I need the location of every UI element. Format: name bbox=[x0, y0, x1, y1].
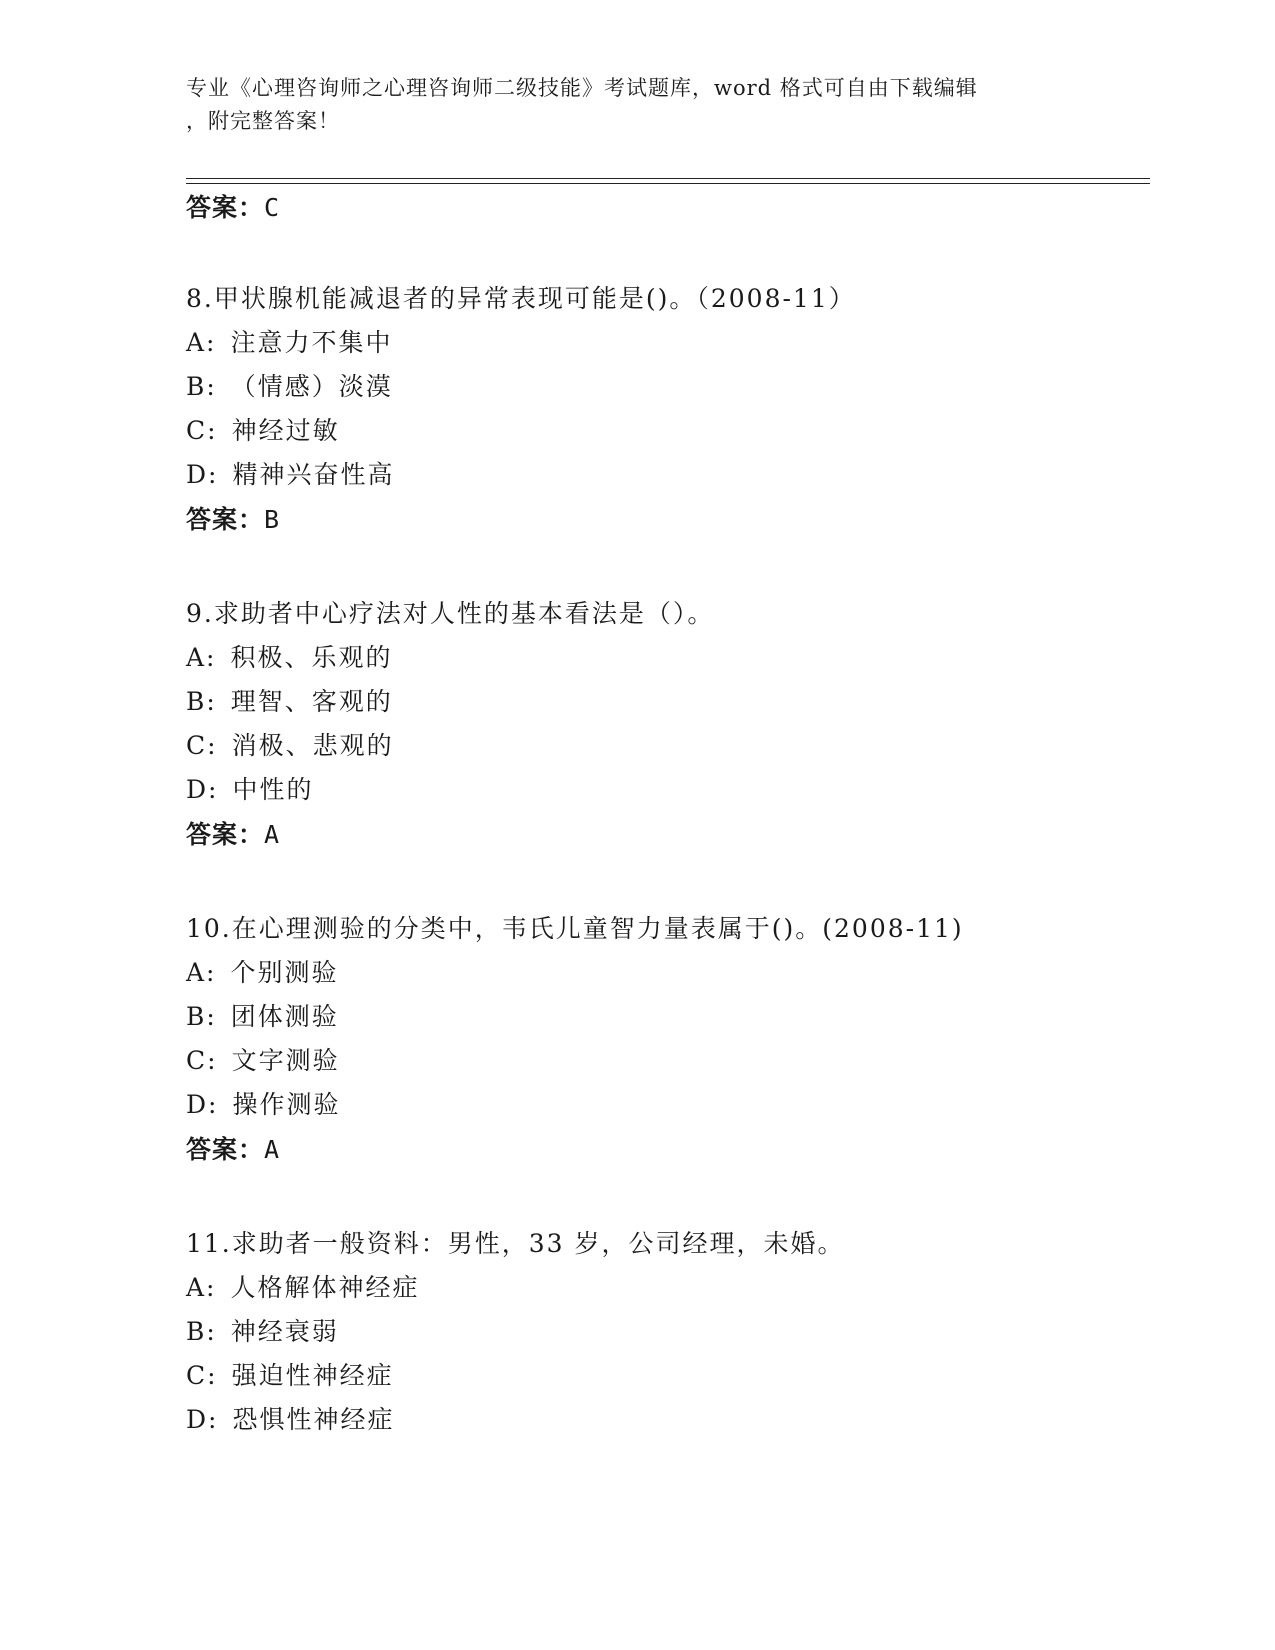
answer-value: A bbox=[264, 1135, 281, 1164]
option-line bbox=[186, 416, 340, 446]
option-line bbox=[186, 460, 394, 490]
question-stem: 8.甲状腺机能减退者的异常表现可能是()。（2008-11） bbox=[186, 284, 856, 313]
option-key: B: bbox=[186, 1002, 217, 1031]
option-text: 团体测验 bbox=[230, 1002, 339, 1031]
option-line bbox=[186, 372, 393, 402]
header-line-2: ，附完整答案！ bbox=[186, 109, 340, 133]
option-text: 文字测验 bbox=[231, 1046, 340, 1075]
option-line bbox=[186, 1405, 394, 1435]
option-key: A: bbox=[186, 328, 217, 357]
answer-line bbox=[186, 1135, 280, 1165]
option-text: 理智、客观的 bbox=[230, 687, 393, 716]
option-line bbox=[186, 1317, 339, 1347]
question-stem: 9.求助者中心疗法对人性的基本看法是（）。 bbox=[186, 599, 715, 628]
question-stem: 10.在心理测验的分类中，韦氏儿童智力量表属于()。(2008-11) bbox=[186, 914, 964, 943]
option-line bbox=[186, 1002, 339, 1032]
option-text: 操作测验 bbox=[232, 1090, 341, 1119]
option-key: D: bbox=[186, 775, 219, 804]
header-rule-bottom bbox=[186, 183, 1150, 184]
answer-label: 答案： bbox=[186, 1135, 265, 1164]
option-text: 消极、悲观的 bbox=[231, 731, 394, 760]
option-key: C: bbox=[186, 1046, 218, 1075]
option-key: D: bbox=[186, 1090, 219, 1119]
option-text: （情感）淡漠 bbox=[230, 372, 393, 401]
option-text: 神经衰弱 bbox=[230, 1317, 339, 1346]
answer-label: 答案： bbox=[186, 505, 265, 534]
answer-line bbox=[186, 505, 280, 535]
option-key: D: bbox=[186, 460, 219, 489]
option-text: 个别测验 bbox=[230, 958, 339, 987]
option-line bbox=[186, 1273, 420, 1303]
option-text: 强迫性神经症 bbox=[231, 1361, 394, 1390]
option-key: C: bbox=[186, 731, 218, 760]
answer-value: B bbox=[264, 505, 281, 534]
answer-label: 答案： bbox=[186, 193, 265, 222]
option-key: A: bbox=[186, 643, 217, 672]
option-key: B: bbox=[186, 1317, 217, 1346]
option-line bbox=[186, 328, 393, 358]
option-line bbox=[186, 687, 393, 717]
option-line bbox=[186, 1361, 394, 1391]
answer-line bbox=[186, 193, 280, 223]
question-stem: 11.求助者一般资料：男性，33 岁，公司经理，未婚。 bbox=[186, 1229, 845, 1258]
option-text: 中性的 bbox=[232, 775, 314, 804]
option-line bbox=[186, 958, 339, 988]
option-line bbox=[186, 1046, 340, 1076]
option-line bbox=[186, 1090, 340, 1120]
page-header bbox=[186, 72, 1086, 138]
option-key: D: bbox=[186, 1405, 219, 1434]
header-rule-top bbox=[186, 178, 1150, 179]
option-key: B: bbox=[186, 372, 217, 401]
option-text: 注意力不集中 bbox=[230, 328, 393, 357]
answer-value: C bbox=[264, 193, 281, 222]
option-text: 积极、乐观的 bbox=[230, 643, 393, 672]
option-key: A: bbox=[186, 958, 217, 987]
option-text: 精神兴奋性高 bbox=[232, 460, 395, 489]
answer-label: 答案： bbox=[186, 820, 265, 849]
header-line-1: 专业《心理咨询师之心理咨询师二级技能》考试题库，word 格式可自由下载编辑 bbox=[186, 76, 978, 100]
option-text: 恐惧性神经症 bbox=[232, 1405, 395, 1434]
answer-line bbox=[186, 820, 280, 850]
option-key: B: bbox=[186, 687, 217, 716]
option-key: C: bbox=[186, 1361, 218, 1390]
option-key: C: bbox=[186, 416, 218, 445]
option-line bbox=[186, 731, 394, 761]
option-text: 人格解体神经症 bbox=[230, 1273, 420, 1302]
option-line bbox=[186, 775, 313, 805]
option-text: 神经过敏 bbox=[231, 416, 340, 445]
option-key: A: bbox=[186, 1273, 217, 1302]
option-line bbox=[186, 643, 393, 673]
answer-value: A bbox=[264, 820, 281, 849]
